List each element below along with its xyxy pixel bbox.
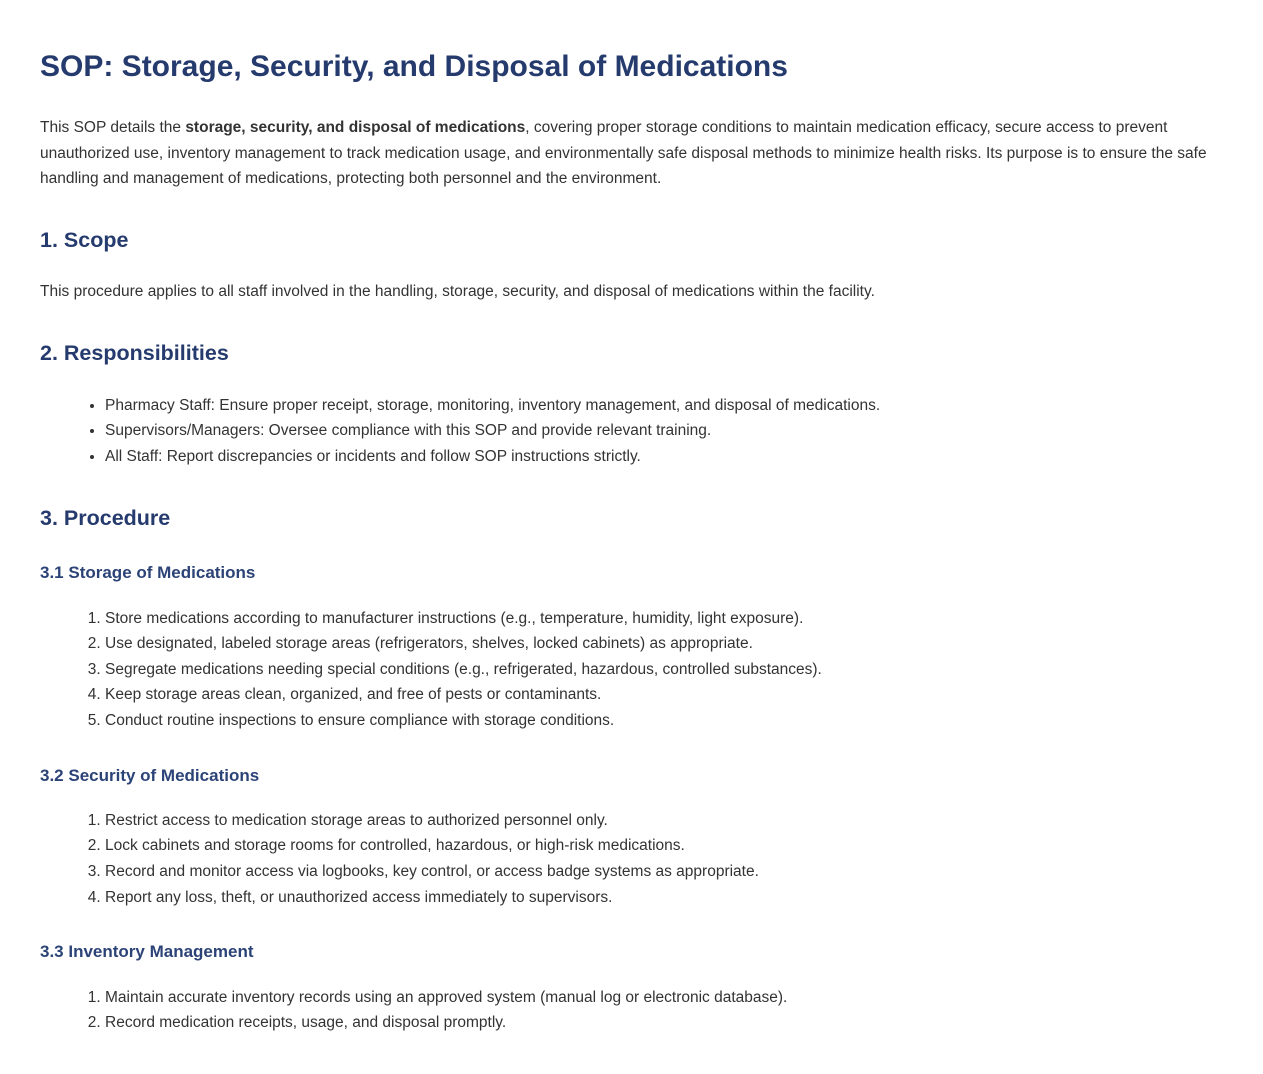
scope-paragraph: This procedure applies to all staff involved in the handling, storage, security, and disposal of medications within the facility. xyxy=(40,283,875,301)
storage-list xyxy=(40,606,1210,734)
list-item: 2. Lock cabinets and storage rooms for controlled, hazardous, or high-risk medications. xyxy=(105,833,1210,859)
intro-text-pre: This SOP details the xyxy=(40,119,186,136)
inventory-list xyxy=(40,985,1210,1036)
responsibilities-list xyxy=(40,393,1210,470)
list-item: • Pharmacy Staff: Ensure proper receipt, storage, monitoring, inventory management, and disposal of medications. xyxy=(105,393,1210,419)
document-title: SOP: Storage, Security, and Disposal of Medications xyxy=(40,50,788,83)
list-item: 2. Use designated, labeled storage areas (refrigerators, shelves, locked cabinets) as appropriate. xyxy=(105,631,1210,657)
subsection-heading-storage: 3.1 Storage of Medications xyxy=(40,563,256,583)
list-item: 5. Conduct routine inspections to ensure compliance with storage conditions. xyxy=(105,708,1210,734)
security-list xyxy=(40,808,1210,910)
list-item: • Supervisors/Managers: Oversee compliance with this SOP and provide relevant training. xyxy=(105,418,1210,444)
intro-text-post: , covering proper storage conditions to maintain medication efficacy, secure access to prevent unauthorized use, inventory management to track medication usage, and environmentally safe disposal methods to minimize health risks. Its purpose is to ensure the safe handling and management of medications, protecting both personnel and the environment. xyxy=(40,119,1207,188)
list-item: 4. Keep storage areas clean, organized, and free of pests or contaminants. xyxy=(105,682,1210,708)
document-content xyxy=(40,50,1210,1036)
list-item: 4. Report any loss, theft, or unauthorized access immediately to supervisors. xyxy=(105,885,1210,911)
list-item: 2. Record medication receipts, usage, and disposal promptly. xyxy=(105,1010,1210,1036)
list-item: 1. Store medications according to manufacturer instructions (e.g., temperature, humidity, light exposure). xyxy=(105,606,1210,632)
list-item: 1. Maintain accurate inventory records using an approved system (manual log or electronic database). xyxy=(105,985,1210,1011)
intro-paragraph xyxy=(40,115,1210,192)
list-item: 3. Record and monitor access via logbooks, key control, or access badge systems as appropriate. xyxy=(105,859,1210,885)
intro-bold-phrase: storage, security, and disposal of medications xyxy=(185,119,526,136)
list-item: 3. Segregate medications needing special conditions (e.g., refrigerated, hazardous, controlled substances). xyxy=(105,657,1210,683)
section-heading-scope: 1. Scope xyxy=(40,227,129,252)
subsection-heading-inventory: 3.3 Inventory Management xyxy=(40,942,254,962)
subsection-heading-security: 3.2 Security of Medications xyxy=(40,765,260,785)
list-item: 1. Restrict access to medication storage areas to authorized personnel only. xyxy=(105,808,1210,834)
list-item: • All Staff: Report discrepancies or incidents and follow SOP instructions strictly. xyxy=(105,444,1210,470)
section-heading-responsibilities: 2. Responsibilities xyxy=(40,341,229,366)
section-heading-procedure: 3. Procedure xyxy=(40,505,171,530)
